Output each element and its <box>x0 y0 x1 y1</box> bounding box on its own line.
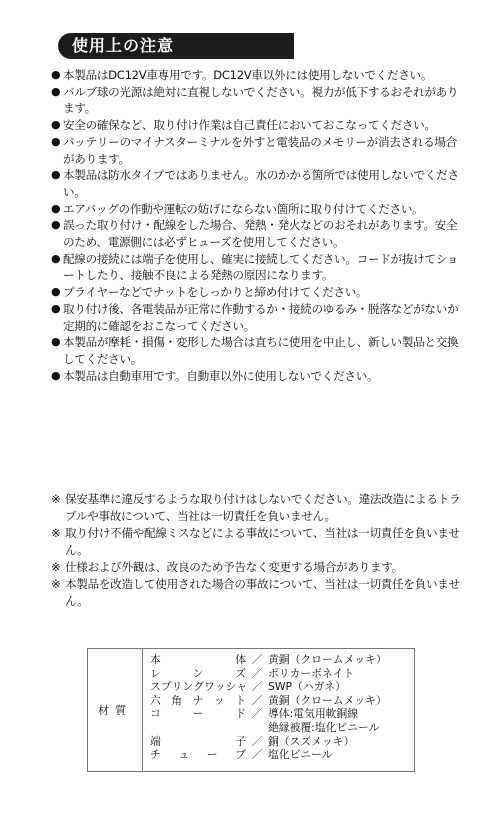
bullet-icon: ● <box>51 118 61 132</box>
material-part: チ ュ ー ブ <box>150 748 246 762</box>
caution-text: 配線の接続には端子を使用し、確実に接続してください。コードが抜けてショートしたり、接触不良による発熱の原因になります。 <box>63 251 459 283</box>
materials-table <box>87 648 415 772</box>
caution-text: 本製品は防水タイプではありません。水のかかる箇所では使用しないでください。 <box>63 168 459 199</box>
material-row <box>150 694 387 708</box>
caution-text: プライヤーなどでナットをしっかりと締め付けてください。 <box>63 285 368 300</box>
caution-text: 本製品が摩耗・損傷・変形した場合は直ちに使用を中止し、新しい製品と交換してください。 <box>63 335 459 366</box>
bullet-icon: ● <box>51 168 61 182</box>
material-row <box>150 721 387 735</box>
material-value: 黄銅（クロームメッキ） <box>268 693 387 707</box>
material-part: ス プ リ ン グ ワ ッ シ ャ <box>150 680 248 694</box>
caution-text: 取り付け後、各電装品が正常に作動するか・接続のゆるみ・脱落などがないか定期的に確認をおこなってください。 <box>63 301 459 333</box>
caution-item <box>51 117 461 134</box>
caution-text: 本製品は自動車用です。自動車以外に使用しないでください。 <box>63 368 379 383</box>
material-part: 六 角 ナ ッ ト <box>150 693 246 707</box>
note-text: 保安基準に違反するような取り付けはしないでください。違法改造によるトラブルや事故について、当社は一切責任を負いません。 <box>65 492 461 523</box>
material-value: ポリカーボネイト <box>268 666 355 680</box>
material-value: 導体:電気用軟銅線 <box>268 707 359 721</box>
caution-text: 誤った取り付け・配線をした場合、発熱・発火などのおそれがあります。安全のため、電源側には必ずヒューズを使用してください。 <box>63 218 458 250</box>
bullet-icon: ● <box>51 134 61 148</box>
note-item <box>51 525 463 559</box>
materials-label: 材質 <box>88 649 143 771</box>
bullet-icon: ● <box>51 201 61 215</box>
material-value: 黄銅（クロームメッキ） <box>268 653 387 666</box>
note-mark: ※ <box>51 526 61 540</box>
bullet-icon: ● <box>51 68 61 81</box>
bullet-icon: ● <box>51 251 61 265</box>
bullet-icon: ● <box>51 285 61 299</box>
note-text: 本製品を改造して使用された場合の事故について、当社は一切責任を負いません。 <box>65 577 460 608</box>
caution-list <box>51 67 461 384</box>
material-value: SWP（ハガネ） <box>268 680 347 694</box>
caution-item <box>51 201 461 218</box>
caution-item <box>51 334 461 367</box>
bullet-icon: ● <box>51 368 61 382</box>
material-part: 端 子 <box>150 734 246 748</box>
material-separator: ／ <box>251 748 263 762</box>
material-row <box>150 680 387 694</box>
material-part: レ ン ズ <box>150 666 246 680</box>
caution-item <box>51 251 461 284</box>
material-separator: ／ <box>251 680 263 694</box>
material-part: 本 体 <box>150 653 246 666</box>
note-item <box>51 491 463 525</box>
bullet-icon: ● <box>51 301 61 315</box>
material-value: 銅（スズメッキ） <box>268 734 355 748</box>
material-separator: ／ <box>251 693 263 707</box>
note-text: 仕様および外観は、改良のため予告なく変更する場合があります。 <box>65 560 403 574</box>
material-separator: ／ <box>251 653 263 666</box>
caution-item <box>51 284 461 301</box>
section-title: 使用上の注意 <box>58 33 294 59</box>
caution-item <box>51 134 461 167</box>
material-row <box>150 748 387 762</box>
caution-text: バッテリーのマイナスターミナルを外すと電装品のメモリーが消去される場合があります。 <box>63 134 458 166</box>
material-row <box>150 735 387 749</box>
caution-text: エアバッグの作動や運転の妨げにならない箇所に取り付けてください。 <box>63 201 424 216</box>
materials-rows <box>150 653 387 762</box>
caution-item <box>51 167 461 200</box>
caution-item <box>51 84 461 117</box>
caution-item <box>51 67 461 84</box>
material-part <box>150 721 246 735</box>
material-part: コ ー ド <box>150 707 246 721</box>
note-item <box>51 559 463 576</box>
bullet-icon: ● <box>51 84 61 98</box>
material-value: 絶縁被覆:塩化ビニール <box>268 720 380 734</box>
material-separator: ／ <box>251 707 263 721</box>
caution-text: バルブ球の光源は絶対に直視しないでください。視力が低下するおそれがあります。 <box>63 84 459 116</box>
material-row <box>150 667 387 681</box>
caution-text: 安全の確保など、取り付け作業は自己責任においておこなってください。 <box>63 118 436 133</box>
material-value: 塩化ビニール <box>268 748 333 762</box>
material-row <box>150 653 387 667</box>
caution-item <box>51 301 461 334</box>
caution-item <box>51 368 461 385</box>
bullet-icon: ● <box>51 218 61 232</box>
disclaimer-list <box>51 491 463 610</box>
note-item <box>51 576 463 610</box>
material-row <box>150 707 387 721</box>
note-text: 取り付け不備や配線ミスなどによる事故について、当社は一切責任を負いません。 <box>65 526 460 557</box>
bullet-icon: ● <box>51 335 61 349</box>
note-mark: ※ <box>51 492 61 506</box>
material-separator: ／ <box>251 734 263 748</box>
note-mark: ※ <box>51 560 61 574</box>
material-separator: ／ <box>251 666 263 680</box>
caution-text: 本製品はDC12V車専用です。DC12V車以外には使用しないでください。 <box>63 68 433 82</box>
material-separator <box>246 721 268 735</box>
caution-item <box>51 217 461 250</box>
note-mark: ※ <box>51 577 61 591</box>
